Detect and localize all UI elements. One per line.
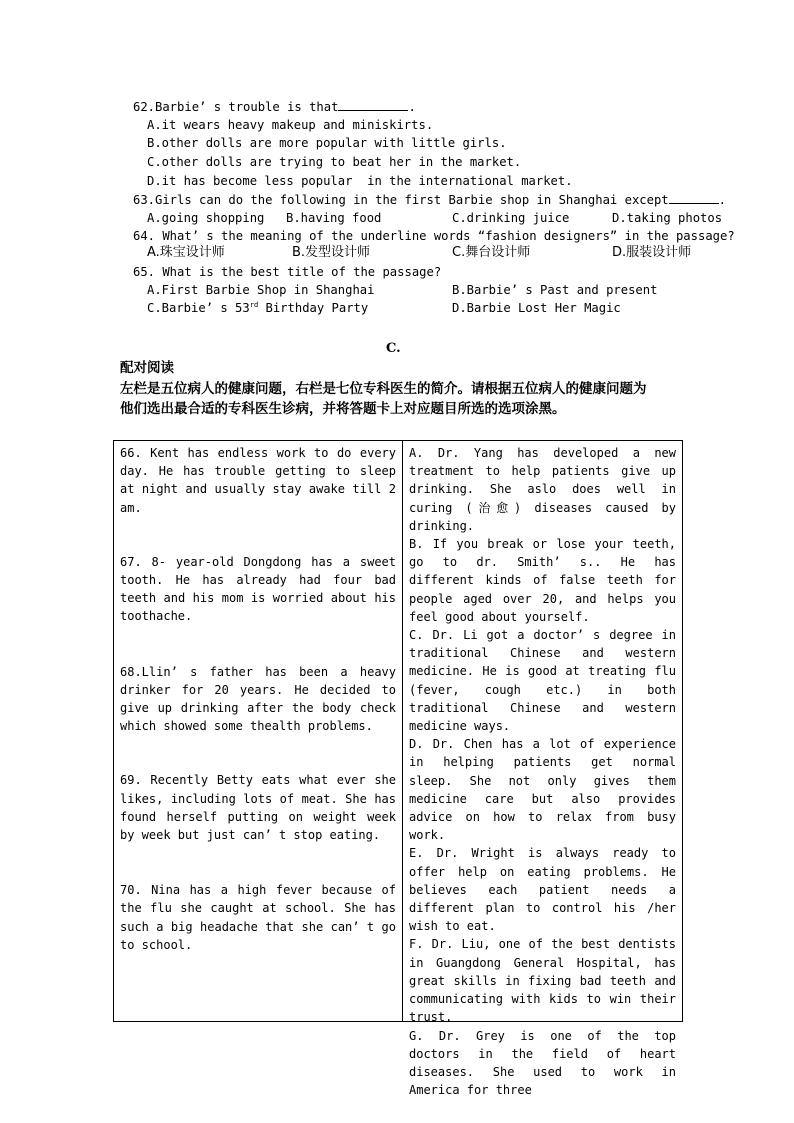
question-64-option-b: B.发型设计师 [292, 245, 371, 260]
patient-item-68: 68.Llin’ s father has been a heavy drinker for 20 years. He decided to give up drinking after the body check which showed some thealth problems. [120, 664, 396, 734]
doctor-item-b: B. If you break or lose your teeth, go to dr. Smith’ s.. He has different kinds of false teeth for people aged over 20, and helps you feel good about yourself. [409, 537, 676, 624]
doctor-item-g: G. Dr. Grey is one of the top doctors in the field of heart diseases. She used to work in America for three [409, 1028, 676, 1098]
patients-column [114, 441, 403, 1022]
question-62-text: 62.Barbie’ s trouble is that [133, 100, 339, 114]
doctor-item-a: A. Dr. Yang has developed a new treatment to help patients give up drinking. She aslo does well in curing (治愈) diseases caused by drinking. [409, 446, 676, 533]
section-instruction-line-2: 他们选出最合适的专科医生诊病，并将答题卡上对应题目所选的选项涂黑。 [120, 401, 566, 417]
question-63-stem: 63.Girls can do the following in the first Barbie shop in Shanghai except . [133, 193, 726, 207]
question-65-option-c: C.Barbie’ s 53rd Birthday Party [147, 300, 369, 315]
question-63-text: 63.Girls can do the following in the first Barbie shop in Shanghai except [133, 193, 669, 207]
question-65-option-a: A.First Barbie Shop in Shanghai [147, 283, 375, 297]
patient-item-69: 69. Recently Betty eats what ever she likes, including lots of meat. She has found herself putting on weight week by week but just can’ t stop eating. [120, 773, 396, 843]
answer-blank [338, 98, 408, 111]
question-64-option-a: A.珠宝设计师 [147, 245, 225, 260]
question-62-option-c: C.other dolls are trying to beat her in the market. [147, 155, 522, 169]
question-62-option-d: D.it has become less popular in the international market. [147, 174, 573, 188]
doctors-column [403, 441, 683, 1098]
section-letter: C. [386, 341, 401, 356]
question-62-stem: 62.Barbie’ s trouble is that . [133, 100, 416, 114]
matching-table [113, 440, 683, 1098]
question-63-option-c: C.drinking juice [452, 211, 570, 225]
section-instruction-line-1: 左栏是五位病人的健康问题，右栏是七位专科医生的简介。请根据五位病人的健康问题为 [120, 381, 647, 397]
question-65-option-b: B.Barbie’ s Past and present [452, 283, 658, 297]
question-63-option-d: D.taking photos [612, 211, 723, 225]
patient-item-67: 67. 8- year-old Dongdong has a sweet tooth. He has already had four bad teeth and his mom is worried about his toothache. [120, 554, 396, 624]
section-title: 配对阅读 [120, 360, 174, 376]
question-64-option-c: C.舞台设计师 [452, 245, 531, 260]
question-64-stem: 64. What’ s the meaning of the underline words “fashion designers” in the passage? [133, 229, 735, 243]
patient-item-70: 70. Nina has a high fever because of the flu she caught at school. She has such a big headache that she can’ t go to school. [120, 883, 396, 952]
question-63-option-b: B.having food [286, 211, 382, 225]
answer-blank [669, 191, 719, 204]
question-62-option-a: A.it wears heavy makeup and miniskirts. [147, 118, 434, 132]
question-62-option-b: B.other dolls are more popular with little girls. [147, 136, 507, 150]
question-65-stem: 65. What is the best title of the passage? [133, 265, 442, 279]
question-65-option-d: D.Barbie Lost Her Magic [452, 301, 621, 315]
patient-item-66: 66. Kent has endless work to do every day. He has trouble getting to sleep at night and usually stay awake till 2 am. [120, 446, 396, 515]
question-63-option-a: A.going shopping [147, 211, 265, 225]
doctor-item-f: F. Dr. Liu, one of the best dentists in Guangdong General Hospital, has great skills in fixing bad teeth and communicating with kids to win their trust. [409, 937, 676, 1025]
doctor-item-d: D. Dr. Chen has a lot of experience in helping patients get normal sleep. She not only gives them medicine care but also provides advice on how to relax from busy work. [409, 737, 676, 843]
doctor-item-c: C. Dr. Li got a doctor’ s degree in traditional Chinese and western medicine. He is good at treating flu (fever, cough etc.) in both traditional Chinese and western medicine ways. [409, 628, 676, 734]
question-64-option-d: D.服装设计师 [612, 245, 692, 260]
doctor-item-e: E. Dr. Wright is always ready to offer help on eating problems. He believes each patient needs a different plan to control his /her wish to eat. [409, 846, 676, 934]
